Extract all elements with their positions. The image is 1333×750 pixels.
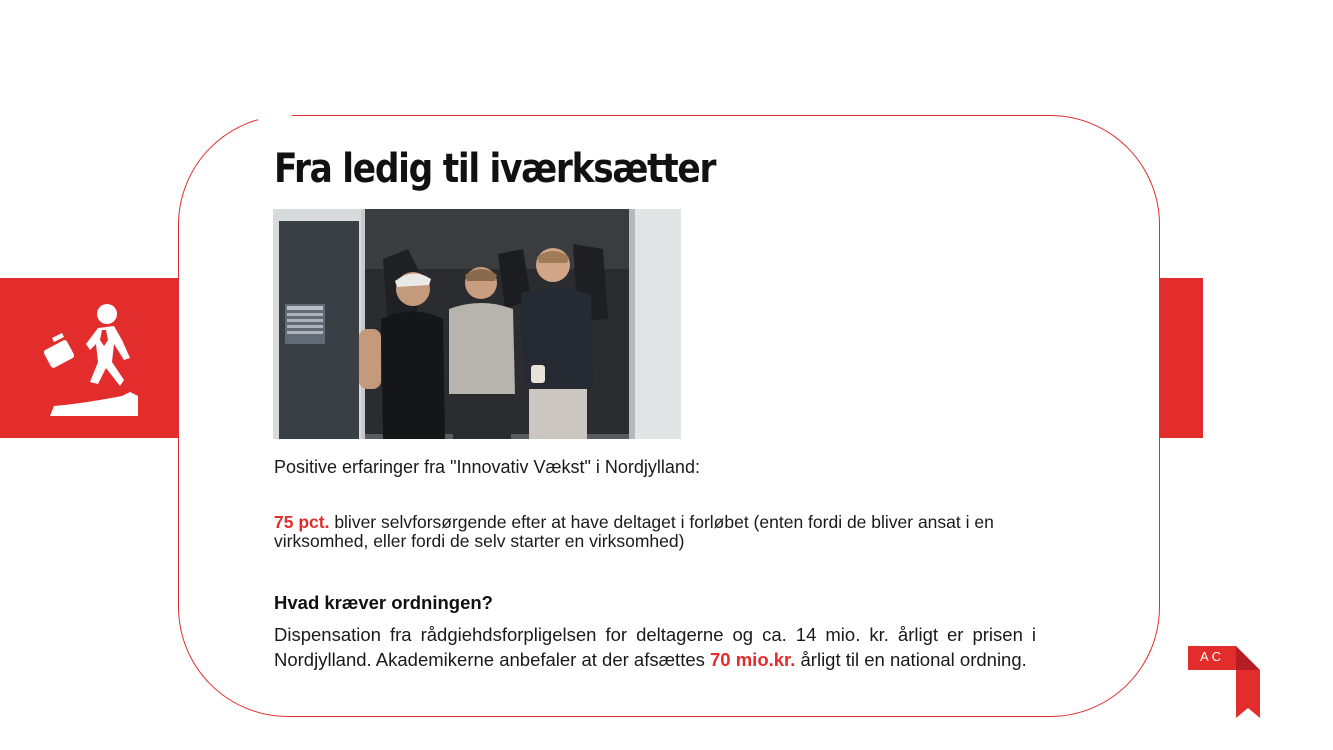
answer-paragraph <box>274 622 1036 672</box>
intro-text: Positive erfaringer fra "Innovativ Vækst" i Nordjylland: <box>274 457 700 477</box>
question-heading: Hvad kræver ordningen? <box>274 592 493 613</box>
right-accent-band <box>1158 278 1203 438</box>
answer-text-part1: Dispensation fra rådgiehdsforpligelsen for deltagerne og ca. 14 mio. kr. årligt er prisen i Nordjylland. Akademikerne anbefaler at der afsættes <box>274 624 1036 670</box>
slide-title: Fra ledig til iværksætter <box>274 146 716 192</box>
stat-text: bliver selvforsørgende efter at have deltaget i forløbet (enten fordi de bliver ansat i en virksomhed, eller fordi de selv starter en virksomhed) <box>274 512 994 551</box>
answer-text-part2: årligt til en national ordning. <box>795 649 1027 670</box>
stat-highlight: 75 pct. <box>274 512 330 532</box>
ac-logo-text: AC <box>1199 649 1225 664</box>
career-climb-icon <box>40 300 140 418</box>
entrepreneurs-photo <box>273 209 681 439</box>
answer-highlight: 70 mio.kr. <box>710 649 796 670</box>
card-border-gap <box>258 110 292 120</box>
stat-paragraph <box>274 513 1034 551</box>
